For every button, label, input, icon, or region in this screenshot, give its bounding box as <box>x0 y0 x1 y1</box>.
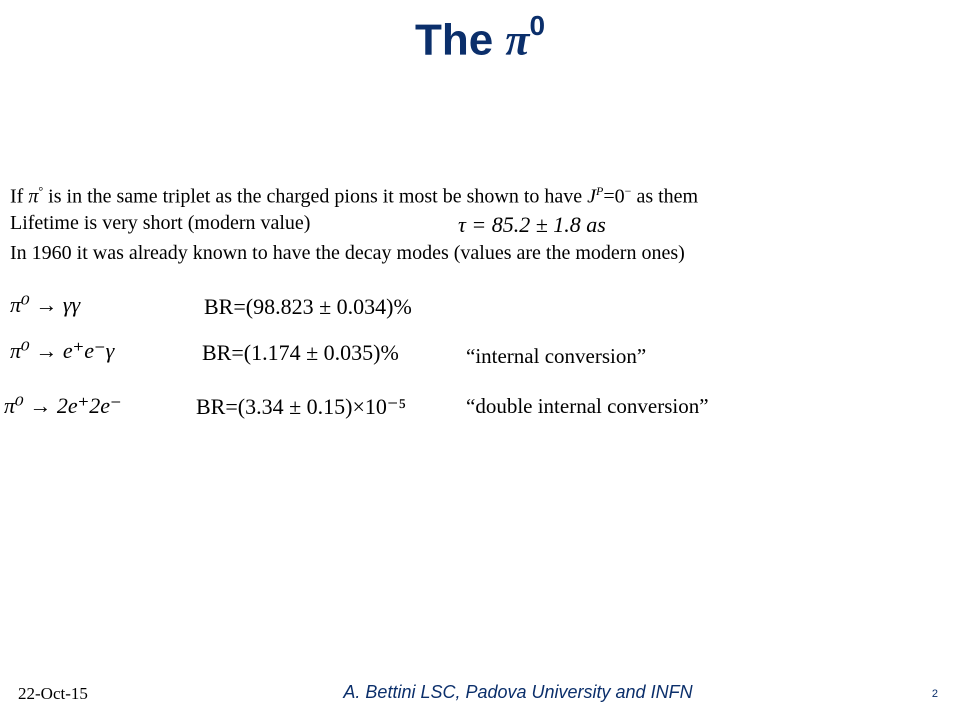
line1-pi-sup: ° <box>38 184 44 198</box>
decay-note-2: “internal conversion” <box>466 344 647 368</box>
line1-pi: π <box>28 185 39 208</box>
body-line-1 <box>10 184 698 209</box>
slide-title <box>0 10 960 66</box>
footer-author: A. Bettini LSC, Padova University and INFN <box>343 682 693 702</box>
line1-text-a: If <box>10 185 29 208</box>
body-line-2: Lifetime is very short (modern value) <box>10 212 311 234</box>
footer-date: 22-Oct-15 <box>18 684 88 703</box>
decay-reaction-3: π⁰ → 2e⁺2e⁻ <box>4 393 122 418</box>
title-pi-symbol: π <box>505 15 530 65</box>
decay-br-2: BR=(1.174 ± 0.035)% <box>202 340 399 365</box>
decay-reaction-2: π⁰ → e⁺e⁻γ <box>10 338 115 363</box>
title-superscript: 0 <box>529 10 546 41</box>
title-text: The <box>414 15 506 65</box>
line1-minus: − <box>624 184 632 198</box>
decay-reaction-1: π⁰ → γγ <box>10 292 81 317</box>
decay-br-1: BR=(98.823 ± 0.034)% <box>204 294 412 319</box>
line1-text-d: as them <box>631 185 699 208</box>
line1-p: P <box>596 184 604 198</box>
page-number: 2 <box>931 688 938 700</box>
body-line-3: In 1960 it was already known to have the decay modes (values are the modern ones) <box>10 242 685 264</box>
line1-j: J <box>587 185 597 208</box>
line1-text-b: is in the same triplet as the charged pions it most be shown to have <box>43 185 588 208</box>
decay-note-3: “double internal conversion” <box>466 394 709 418</box>
lifetime-formula: τ = 85.2 ± 1.8 as <box>458 212 606 237</box>
line1-text-c: =0 <box>603 185 625 208</box>
decay-br-3: BR=(3.34 ± 0.15)×10⁻⁵ <box>196 394 407 419</box>
